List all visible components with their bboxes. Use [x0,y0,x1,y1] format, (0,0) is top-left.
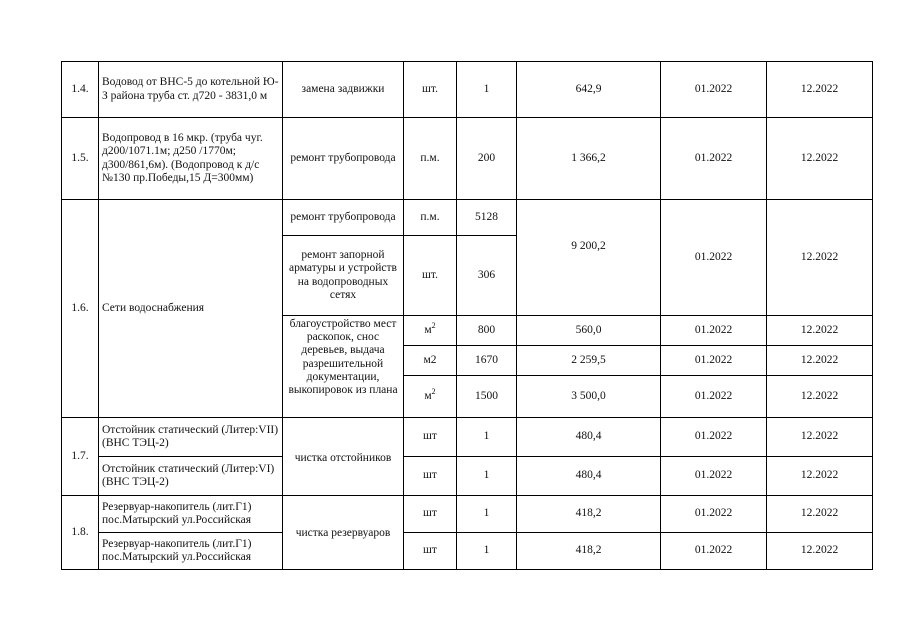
cost-cell: 480,4 [517,457,661,496]
unit-cell: п.м. [404,118,457,200]
start-date: 01.2022 [661,496,767,533]
table-row [62,457,873,496]
document-page [61,61,873,570]
start-date: 01.2022 [661,376,767,418]
unit-cell: шт [404,496,457,533]
start-date: 01.2022 [661,118,767,200]
object-name: Водовод от ВНС-5 до котельной Ю-З района труба ст. д720 - 3831,0 м [99,62,283,118]
work-type: замена задвижки [283,62,404,118]
start-date: 01.2022 [661,316,767,346]
quantity-cell: 1 [457,62,517,118]
cost-cell: 642,9 [517,62,661,118]
end-date: 12.2022 [767,200,873,316]
quantity-cell: 800 [457,316,517,346]
unit-base: м [424,389,432,402]
start-date: 01.2022 [661,200,767,316]
unit-base: м [424,323,432,336]
end-date: 12.2022 [767,118,873,200]
start-date: 01.2022 [661,457,767,496]
work-type: благоустройство мест раскопок, снос деревьев, выдача разрешительной документации, выкопировок из плана [283,316,404,418]
row-number: 1.5. [62,118,99,200]
work-type: ремонт трубопровода [283,118,404,200]
row-number: 1.7. [62,418,99,496]
object-name: Водопровод в 16 мкр. (труба чуг. д200/1071.1м; д250 /1770м; д300/861,6м). (Водопровод к д/с №130 пр.Победы,15 Д=300мм) [99,118,283,200]
cost-cell: 418,2 [517,496,661,533]
object-name: Отстойник статический (Литер:VI) (ВНС ТЭЦ-2) [99,457,283,496]
object-name: Резервуар-накопитель (лит.Г1) пос.Матырский ул.Российская [99,533,283,570]
unit-exponent: 2 [431,387,436,397]
quantity-cell: 306 [457,236,517,316]
unit-cell: шт [404,457,457,496]
work-type: чистка резервуаров [283,496,404,570]
cost-cell: 1 366,2 [517,118,661,200]
end-date: 12.2022 [767,496,873,533]
end-date: 12.2022 [767,346,873,376]
end-date: 12.2022 [767,418,873,457]
work-type: чистка отстойников [283,418,404,496]
unit-cell: п.м. [404,200,457,236]
unit-cell: м2 [404,346,457,376]
quantity-cell: 5128 [457,200,517,236]
quantity-cell: 1670 [457,346,517,376]
unit-cell: шт. [404,62,457,118]
table-row [62,118,873,200]
quantity-cell: 1500 [457,376,517,418]
work-type: ремонт запорной арматуры и устройств на водопроводных сетях [283,236,404,316]
table-row [62,496,873,533]
object-name: Резервуар-накопитель (лит.Г1) пос.Матырский ул.Российская [99,496,283,533]
table-row [62,200,873,236]
row-number: 1.6. [62,200,99,418]
work-type: ремонт трубопровода [283,200,404,236]
object-name: Сети водоснабжения [99,200,283,418]
works-table [61,61,873,570]
end-date: 12.2022 [767,376,873,418]
end-date: 12.2022 [767,316,873,346]
table-row [62,418,873,457]
end-date: 12.2022 [767,533,873,570]
table-row [62,533,873,570]
end-date: 12.2022 [767,62,873,118]
cost-cell: 3 500,0 [517,376,661,418]
cost-cell: 2 259,5 [517,346,661,376]
unit-cell [404,376,457,418]
quantity-cell: 1 [457,496,517,533]
unit-exponent: 2 [431,321,436,331]
start-date: 01.2022 [661,62,767,118]
unit-cell: шт [404,533,457,570]
quantity-cell: 1 [457,418,517,457]
start-date: 01.2022 [661,418,767,457]
end-date: 12.2022 [767,457,873,496]
row-number: 1.4. [62,62,99,118]
row-number: 1.8. [62,496,99,570]
unit-cell [404,316,457,346]
cost-cell: 9 200,2 [517,200,661,316]
quantity-cell: 1 [457,533,517,570]
unit-cell: шт [404,418,457,457]
start-date: 01.2022 [661,533,767,570]
start-date: 01.2022 [661,346,767,376]
cost-cell: 560,0 [517,316,661,346]
object-name: Отстойник статический (Литер:VII) (ВНС ТЭЦ-2) [99,418,283,457]
table-row [62,62,873,118]
quantity-cell: 1 [457,457,517,496]
cost-cell: 418,2 [517,533,661,570]
unit-cell: шт. [404,236,457,316]
cost-cell: 480,4 [517,418,661,457]
quantity-cell: 200 [457,118,517,200]
